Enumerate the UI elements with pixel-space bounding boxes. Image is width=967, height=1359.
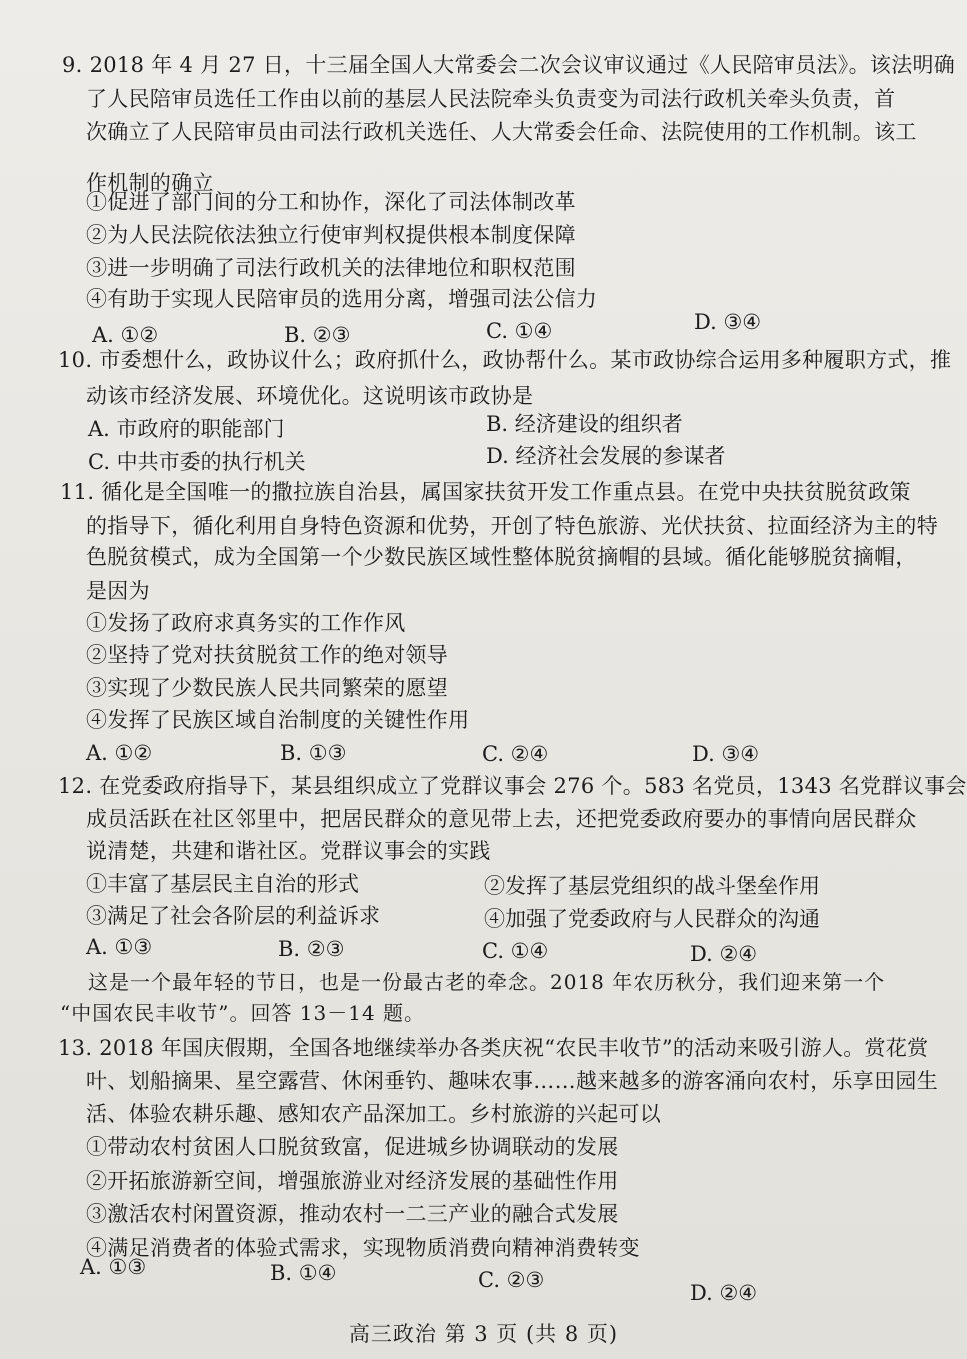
question-stem-line: 了人民陪审员选任工作由以前的基层人民法院牵头负责变为司法行政机关牵头负责，首 [86, 87, 896, 111]
statement-3: ③激活农村闲置资源，推动农村一二三产业的融合式发展 [86, 1202, 619, 1226]
question-stem-line: 10. 市委想什么，政协议什么；政府抓什么，政协帮什么。某市政协综合运用多种履职方式，推 [58, 348, 952, 372]
statement-4: ④发挥了民族区域自治制度的关键性作用 [86, 708, 470, 732]
option-d: D. 经济社会发展的参谋者 [486, 444, 726, 468]
option-c: C. ①④ [486, 319, 553, 343]
option-d: D. ③④ [692, 742, 760, 766]
statement-2: ②为人民法院依法独立行使审判权提供根本制度保障 [86, 223, 576, 247]
statement-3: ③实现了少数民族人民共同繁荣的愿望 [86, 676, 449, 700]
question-stem-line: 成员活跃在社区邻里中，把居民群众的意见带上去，还把党委政府要办的事情向居民群众 [86, 807, 917, 831]
question-stem-line: 说清楚，共建和谐社区。党群议事会的实践 [86, 839, 491, 863]
statement-2: ②开拓旅游新空间，增强旅游业对经济发展的基础性作用 [86, 1169, 619, 1193]
statement-1: ①带动农村贫困人口脱贫致富，促进城乡协调联动的发展 [86, 1135, 619, 1159]
question-stem-line: 叶、划船摘果、星空露营、休闲垂钓、趣味农事……越来越多的游客涌向农村，乐享田园生 [86, 1069, 938, 1093]
statement-3: ③进一步明确了司法行政机关的法律地位和职权范围 [86, 256, 576, 280]
option-a: A. ①③ [80, 1255, 147, 1279]
page-footer: 高三政治 第 3 页 (共 8 页) [348, 1322, 619, 1346]
intro-line: “中国农民丰收节”。回答 13－14 题。 [60, 1001, 426, 1025]
option-c: C. ②④ [482, 742, 549, 766]
question-stem-line: 的指导下，循化利用自身特色资源和优势，开创了特色旅游、光伏扶贫、拉面经济为主的特 [86, 514, 938, 538]
question-stem-line: 是因为 [86, 579, 150, 603]
statement-1: ①发扬了政府求真务实的工作作风 [86, 611, 406, 635]
question-stem-line: 次确立了人民陪审员由司法行政机关选任、人大常委会任命、法院使用的工作机制。该工 [86, 120, 917, 144]
question-stem-line: 9. 2018 年 4 月 27 日，十三届全国人大常委会二次会议审议通过《人民陪审员法》。该法明确 [62, 53, 956, 77]
statement-2: ②发挥了基层党组织的战斗堡垒作用 [484, 874, 820, 898]
option-d: D. ②④ [690, 942, 758, 966]
option-b: B. 经济建设的组织者 [486, 412, 683, 436]
question-stem-line: 动该市经济发展、环境优化。这说明该市政协是 [86, 384, 534, 408]
option-a: A. 市政府的职能部门 [88, 417, 285, 441]
statement-2: ②坚持了党对扶贫脱贫工作的绝对领导 [86, 643, 449, 667]
question-stem-line: 11. 循化是全国唯一的撒拉族自治县，属国家扶贫开发工作重点县。在党中央扶贫脱贫政策 [60, 480, 911, 504]
option-d: D. ③④ [694, 310, 762, 334]
option-b: B. ①④ [270, 1261, 337, 1285]
option-c: C. ①④ [482, 939, 549, 963]
option-d: D. ②④ [690, 1281, 758, 1305]
question-stem-line: 13. 2018 年国庆假期，全国各地继续举办各类庆祝“农民丰收节”的活动来吸引游人。赏花赏 [58, 1036, 929, 1060]
option-a: A. ①② [86, 741, 153, 765]
statement-1: ①丰富了基层民主自治的形式 [86, 872, 359, 896]
question-stem-line: 作机制的确立 [86, 171, 214, 195]
option-b: B. ②③ [278, 937, 345, 961]
intro-line: 这是一个最年轻的节日，也是一份最古老的牵念。2018 年农历秋分，我们迎来第一个 [88, 970, 886, 994]
statement-1: ①促进了部门间的分工和协作，深化了司法体制改革 [86, 190, 576, 214]
question-stem-line: 12. 在党委政府指导下，某县组织成立了党群议事会 276 个。583 名党员，1343 名党群议事会 [58, 774, 967, 798]
statement-4: ④满足消费者的体验式需求，实现物质消费向精神消费转变 [86, 1236, 640, 1260]
statement-4: ④加强了党委政府与人民群众的沟通 [484, 907, 820, 931]
option-a: A. ①② [92, 323, 159, 347]
question-stem-line: 活、体验农耕乐趣、感知农产品深加工。乡村旅游的兴起可以 [86, 1102, 662, 1126]
option-b: B. ①③ [280, 741, 347, 765]
option-b: B. ②③ [284, 323, 351, 347]
option-c: C. ②③ [478, 1268, 545, 1292]
option-a: A. ①③ [86, 935, 153, 959]
statement-3: ③满足了社会各阶层的利益诉求 [86, 904, 380, 928]
statement-4: ④有助于实现人民陪审员的选用分离，增强司法公信力 [86, 287, 598, 311]
question-stem-line: 色脱贫模式，成为全国第一个少数民族区域性整体脱贫摘帽的县域。循化能够脱贫摘帽， [86, 545, 917, 569]
option-c: C. 中共市委的执行机关 [88, 450, 306, 474]
